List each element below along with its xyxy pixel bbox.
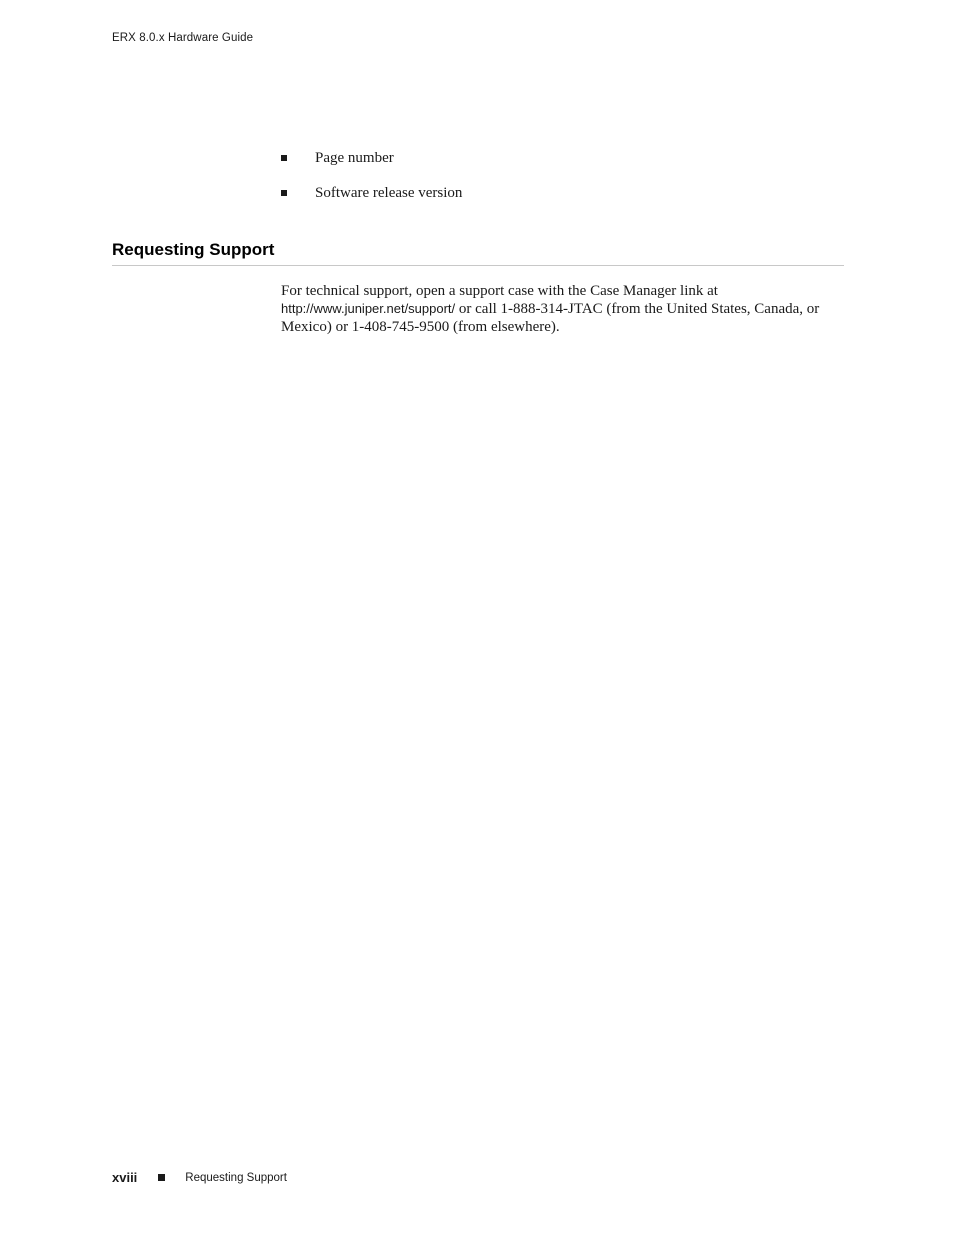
- running-header: ERX 8.0.x Hardware Guide: [112, 32, 254, 44]
- support-paragraph: [281, 282, 821, 336]
- footer-section-title: Requesting Support: [185, 1171, 287, 1184]
- bullet-list: [281, 150, 462, 220]
- page-number: xviii: [112, 1170, 138, 1185]
- support-link[interactable]: http://www.juniper.net/support/: [281, 301, 456, 316]
- paragraph-text-start: For technical support, open a support case with the Case Manager link at: [281, 283, 718, 299]
- list-item: [281, 150, 462, 185]
- page-footer: [112, 1170, 287, 1185]
- footer-square-icon: [158, 1174, 165, 1181]
- list-item: [281, 185, 462, 220]
- bullet-square-icon: [281, 155, 287, 161]
- list-item-text: Software release version: [315, 185, 463, 201]
- paragraph-text-end: or call 1-888-314-JTAC (from the United States, Canada, or Mexico) or 1-408-745-9500 (from elsewhere).: [281, 301, 820, 335]
- list-item-text: Page number: [315, 150, 394, 166]
- section-divider: [112, 265, 844, 266]
- bullet-square-icon: [281, 190, 287, 196]
- section-heading: Requesting Support: [112, 240, 275, 259]
